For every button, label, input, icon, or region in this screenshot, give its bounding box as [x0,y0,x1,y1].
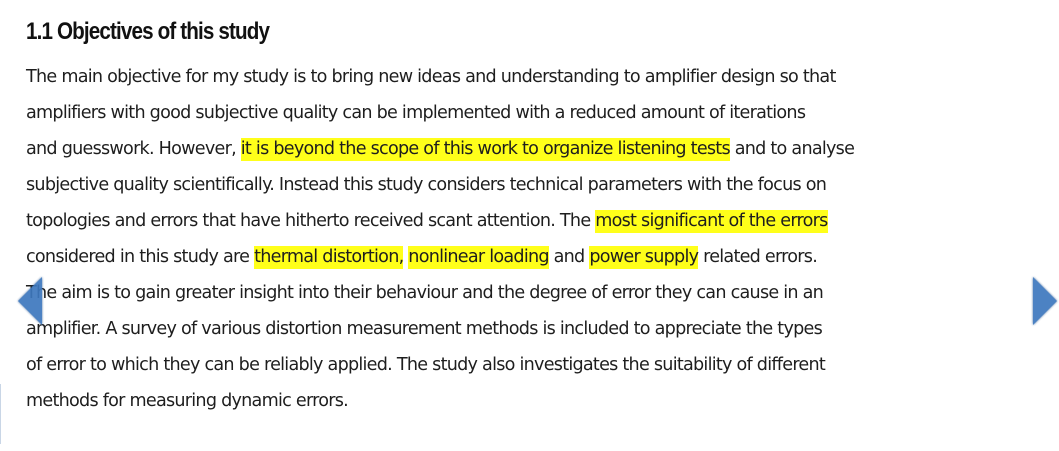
highlighted-text: it is beyond the scope of this work to organize listening tests [240,139,730,159]
highlighted-text: nonlinear loading [408,247,549,267]
text-run: methods for measuring dynamic errors. [26,391,348,411]
section-heading: 1.1 Objectives of this study [26,18,270,45]
text-run: The aim is to gain greater insight into their behaviour and the degree of error they can cause in an [26,283,824,303]
text-run: The main objective for my study is to bring new ideas and understanding to amplifier design so that [26,67,836,87]
text-run: amplifiers with good subjective quality can be implemented with a reduced amount of iterations [26,103,806,123]
text-run: amplifier. A survey of various distortion measurement methods is included to appreciate the types [26,319,823,339]
paragraph-line [26,131,1056,167]
highlighted-text: power supply [589,247,699,267]
previous-page-arrow-icon[interactable] [18,277,42,325]
paragraph-line [26,275,1056,311]
text-run: related errors. [698,247,818,267]
text-run: and [548,247,590,267]
paragraph-line [26,203,1056,239]
paragraph-line [26,95,1056,131]
paragraph-line [26,59,1056,95]
paragraph-line [26,239,1056,275]
text-run: topologies and errors that have hitherto received scant attention. The [26,211,596,231]
page-edge-divider [0,384,4,444]
highlighted-text: most significant of the errors [595,211,828,231]
text-run: of error to which they can be reliably applied. The study also investigates the suitability of different [26,355,826,375]
section-paragraph [26,59,1056,419]
text-run: and to analyse [729,139,855,159]
paragraph-line [26,383,1056,419]
text-run: and guesswork. However, [26,139,241,159]
paragraph-line [26,347,1056,383]
paragraph-line [26,311,1056,347]
text-run: subjective quality scientifically. Instead this study considers technical parameters with the focus on [26,175,827,195]
highlighted-text: thermal distortion, [254,247,404,267]
paragraph-line [26,167,1056,203]
text-run: considered in this study are [26,247,255,267]
next-page-arrow-icon[interactable] [1033,277,1057,325]
